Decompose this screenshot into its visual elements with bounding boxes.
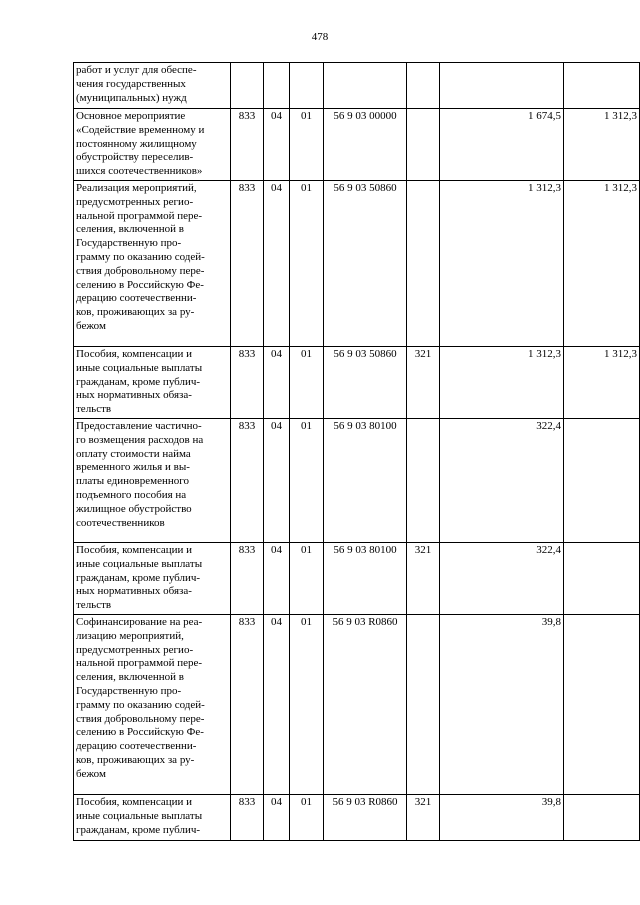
name-line: грамму по оказанию содей- xyxy=(76,250,205,263)
cell-expense-type xyxy=(407,181,440,347)
name-line: предусмотренных регио- xyxy=(76,195,194,208)
cell-target-article: 56 9 03 50860 xyxy=(324,347,407,419)
cell-subsection xyxy=(290,63,324,109)
name-line: селения, включенной в xyxy=(76,671,184,684)
cell-name xyxy=(74,795,231,841)
name-line: лизацию мероприятий, xyxy=(76,629,184,642)
name-line: постоянному жилищному xyxy=(76,137,197,150)
name-line: Основное мероприятие xyxy=(76,110,186,122)
name-line: гражданам, кроме публич- xyxy=(76,823,201,836)
cell-section: 04 xyxy=(264,615,290,795)
name-line: бежом xyxy=(76,319,106,332)
cell-sum-year-2 xyxy=(564,419,640,543)
cell-expense-type xyxy=(407,63,440,109)
cell-expense-type xyxy=(407,615,440,795)
cell-ministry: 833 xyxy=(231,347,264,419)
table-row xyxy=(74,181,640,347)
cell-sum-year-1: 1 674,5 xyxy=(440,109,564,181)
cell-section: 04 xyxy=(264,109,290,181)
cell-section: 04 xyxy=(264,543,290,615)
cell-subsection: 01 xyxy=(290,615,324,795)
name-line: нальной программой пере- xyxy=(76,209,203,222)
name-line: тельств xyxy=(76,403,112,416)
name-line: Государственную про- xyxy=(76,237,182,250)
cell-name xyxy=(74,63,231,109)
name-line: Пособия, компенсации и xyxy=(76,796,193,808)
name-line: селению в Российскую Фе- xyxy=(76,726,204,739)
cell-section: 04 xyxy=(264,181,290,347)
cell-target-article: 56 9 03 50860 xyxy=(324,181,407,347)
cell-target-article: 56 9 03 R0860 xyxy=(324,795,407,841)
name-line: чения государственных xyxy=(76,77,186,90)
table-row xyxy=(74,795,640,841)
name-line: иные социальные выплаты xyxy=(76,557,203,570)
name-line: работ и услуг для обеспе- xyxy=(76,64,197,76)
name-line: иные социальные выплаты xyxy=(76,809,203,822)
table-row xyxy=(74,543,640,615)
cell-section: 04 xyxy=(264,347,290,419)
name-line: ных нормативных обяза- xyxy=(76,585,192,598)
cell-target-article: 56 9 03 80100 xyxy=(324,419,407,543)
cell-expense-type: 321 xyxy=(407,347,440,419)
name-line: предусмотренных регио- xyxy=(76,643,194,656)
name-line: Реализация мероприятий, xyxy=(76,182,197,194)
name-line: соотечественников xyxy=(76,516,165,529)
name-line: Софинансирование на реа- xyxy=(76,616,203,628)
cell-expense-type: 321 xyxy=(407,795,440,841)
name-line: ков, проживающих за ру- xyxy=(76,753,195,766)
cell-sum-year-1: 39,8 xyxy=(440,795,564,841)
cell-sum-year-2 xyxy=(564,63,640,109)
name-line: бежом xyxy=(76,767,106,780)
cell-sum-year-1: 322,4 xyxy=(440,543,564,615)
name-line: тельств xyxy=(76,599,112,612)
name-line: иные социальные выплаты xyxy=(76,361,203,374)
cell-name xyxy=(74,615,231,795)
name-line: гражданам, кроме публич- xyxy=(76,375,201,388)
cell-target-article xyxy=(324,63,407,109)
name-line: (муниципальных) нужд xyxy=(76,91,187,104)
cell-subsection: 01 xyxy=(290,795,324,841)
cell-target-article: 56 9 03 80100 xyxy=(324,543,407,615)
cell-name xyxy=(74,347,231,419)
name-line: дерацию соотечественни- xyxy=(76,740,197,753)
name-line: ков, проживающих за ру- xyxy=(76,306,195,319)
cell-sum-year-2: 1 312,3 xyxy=(564,109,640,181)
name-line: обустройству переселив- xyxy=(76,151,194,164)
cell-target-article: 56 9 03 00000 xyxy=(324,109,407,181)
cell-sum-year-2 xyxy=(564,795,640,841)
budget-table xyxy=(73,62,640,841)
cell-sum-year-1 xyxy=(440,63,564,109)
cell-ministry: 833 xyxy=(231,795,264,841)
name-line: Пособия, компенсации и xyxy=(76,544,193,556)
name-line: Пособия, компенсации и xyxy=(76,348,193,360)
name-line: платы единовременного xyxy=(76,475,189,488)
cell-sum-year-2: 1 312,3 xyxy=(564,181,640,347)
cell-subsection: 01 xyxy=(290,543,324,615)
table-row xyxy=(74,419,640,543)
name-line: гражданам, кроме публич- xyxy=(76,571,201,584)
table-body xyxy=(74,63,640,841)
cell-ministry: 833 xyxy=(231,109,264,181)
cell-sum-year-1: 1 312,3 xyxy=(440,181,564,347)
table-row xyxy=(74,347,640,419)
name-line: дерацию соотечественни- xyxy=(76,292,197,305)
cell-ministry: 833 xyxy=(231,181,264,347)
cell-ministry: 833 xyxy=(231,615,264,795)
cell-sum-year-2 xyxy=(564,543,640,615)
table-row xyxy=(74,615,640,795)
name-line: подъемного пособия на xyxy=(76,488,187,501)
name-line: «Содействие временному и xyxy=(76,123,205,136)
cell-sum-year-1: 39,8 xyxy=(440,615,564,795)
cell-subsection: 01 xyxy=(290,181,324,347)
cell-expense-type xyxy=(407,109,440,181)
name-line: жилищное обустройство xyxy=(76,502,192,515)
name-line: Государственную про- xyxy=(76,684,182,697)
name-line: Предоставление частично- xyxy=(76,420,202,432)
name-line: го возмещения расходов на xyxy=(76,433,204,446)
name-line: селению в Российскую Фе- xyxy=(76,278,204,291)
cell-ministry xyxy=(231,63,264,109)
cell-name xyxy=(74,181,231,347)
name-line: селения, включенной в xyxy=(76,223,184,236)
cell-subsection: 01 xyxy=(290,419,324,543)
name-line: временного жилья и вы- xyxy=(76,461,190,474)
name-line: ствия добровольному пере- xyxy=(76,712,205,725)
name-line: ных нормативных обяза- xyxy=(76,389,192,402)
cell-target-article: 56 9 03 R0860 xyxy=(324,615,407,795)
table-row xyxy=(74,109,640,181)
table-row xyxy=(74,63,640,109)
cell-sum-year-1: 1 312,3 xyxy=(440,347,564,419)
cell-section: 04 xyxy=(264,795,290,841)
cell-ministry: 833 xyxy=(231,543,264,615)
cell-name xyxy=(74,419,231,543)
cell-section: 04 xyxy=(264,419,290,543)
name-line: грамму по оказанию содей- xyxy=(76,698,205,711)
page-number: 478 xyxy=(311,31,329,43)
cell-name xyxy=(74,109,231,181)
cell-section xyxy=(264,63,290,109)
name-line: нальной программой пере- xyxy=(76,657,203,670)
name-line: оплату стоимости найма xyxy=(76,447,191,460)
name-line: шихся соотечественников» xyxy=(76,165,203,178)
cell-sum-year-1: 322,4 xyxy=(440,419,564,543)
cell-sum-year-2 xyxy=(564,615,640,795)
cell-expense-type xyxy=(407,419,440,543)
name-line: ствия добровольному пере- xyxy=(76,264,205,277)
cell-name xyxy=(74,543,231,615)
cell-subsection: 01 xyxy=(290,347,324,419)
cell-subsection: 01 xyxy=(290,109,324,181)
cell-expense-type: 321 xyxy=(407,543,440,615)
cell-ministry: 833 xyxy=(231,419,264,543)
cell-sum-year-2: 1 312,3 xyxy=(564,347,640,419)
